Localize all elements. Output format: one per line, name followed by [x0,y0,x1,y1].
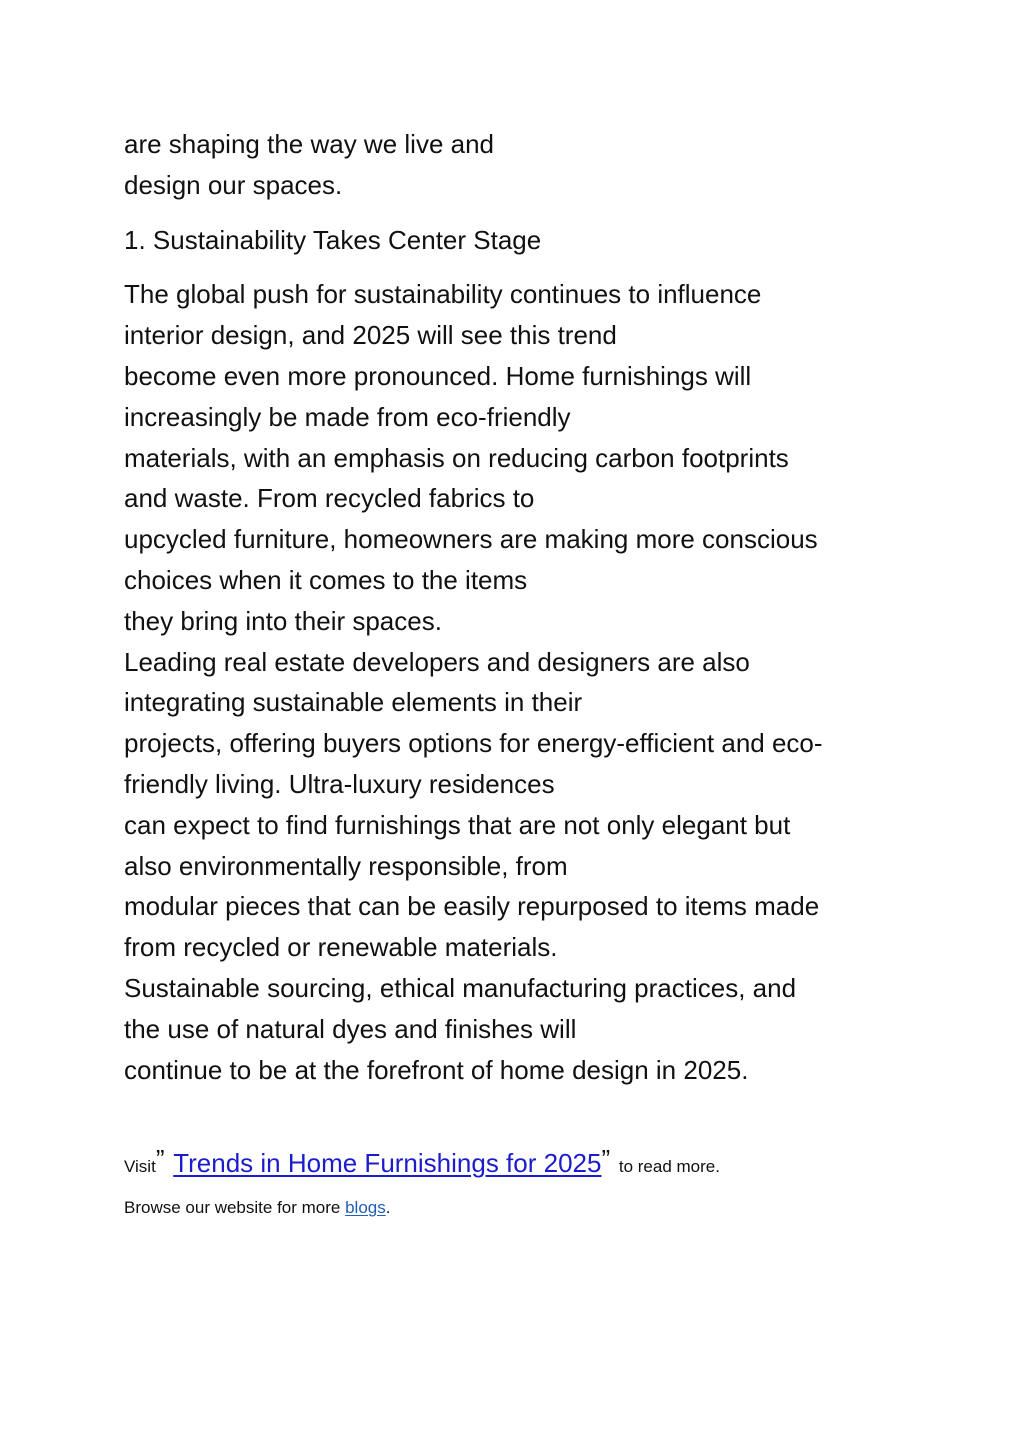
body-line: upcycled furniture, homeowners are making more conscious [124,524,818,555]
browse-line [124,1198,390,1218]
body-line: from recycled or renewable materials. [124,932,558,963]
trends-article-link[interactable]: Trends in Home Furnishings for 2025 [173,1148,602,1178]
intro-line: design our spaces. [124,169,343,200]
body-line: Leading real estate developers and designers are also [124,646,750,677]
body-line: modular pieces that can be easily repurposed to items made [124,891,820,922]
body-line: continue to be at the forefront of home design in 2025. [124,1054,749,1085]
body-line: and waste. From recycled fabrics to [124,483,535,514]
browse-prefix: Browse our website for more [124,1198,346,1217]
blogs-link[interactable]: blogs [345,1198,386,1217]
body-line: interior design, and 2025 will see this trend [124,320,617,351]
body-line: choices when it comes to the items [124,564,528,595]
open-quote: ” [155,1144,165,1174]
body-line: Sustainable sourcing, ethical manufacturing practices, and [124,972,797,1003]
visit-line [124,1144,720,1179]
body-line: projects, offering buyers options for energy-efficient and eco- [124,728,823,759]
intro-paragraph [124,124,914,206]
body-line: they bring into their spaces. [124,605,442,636]
close-quote: ” [601,1144,611,1174]
body-line: materials, with an emphasis on reducing carbon footprints [124,442,789,473]
browse-suffix: . [385,1198,391,1217]
body-line: become even more pronounced. Home furnishings will [124,360,752,391]
section-heading: 1. Sustainability Takes Center Stage [124,224,542,255]
document-page [124,124,914,1090]
visit-suffix: to read more. [618,1157,720,1176]
body-line: the use of natural dyes and finishes will [124,1013,577,1044]
body-line: The global push for sustainability continues to influence [124,279,762,310]
intro-line: are shaping the way we live and [124,129,495,159]
body-line: integrating sustainable elements in their [124,687,583,718]
body-line: also environmentally responsible, from [124,850,568,881]
body-paragraph [124,274,914,1090]
body-line: friendly living. Ultra-luxury residences [124,768,555,799]
visit-prefix: Visit [124,1157,156,1176]
body-line: can expect to find furnishings that are not only elegant but [124,809,791,840]
body-line: increasingly be made from eco-friendly [124,401,571,432]
